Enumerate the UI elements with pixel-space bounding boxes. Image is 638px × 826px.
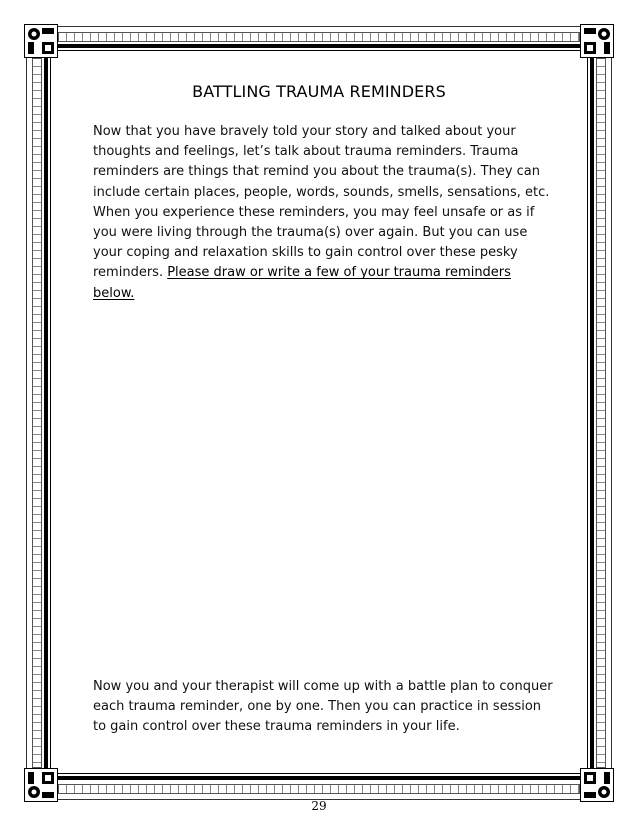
corner-ornament-bottom-left xyxy=(24,768,58,802)
closing-paragraph: Now you and your therapist will come up with a battle plan to conquer each trauma reminder, one by one. Then you can practice in session to gain control over these trauma reminders in your life. xyxy=(93,679,553,735)
intro-text: Now that you have bravely told your story and talked about your thoughts and feelings, let’s talk about trauma reminders. Trauma reminders are things that remind you about the trauma(s). They can include certain places, people, words, sounds, smells, sensations, etc. When you experience these reminders, you may feel unsafe or as if you were living through the trauma(s) over again. But you can use your coping and relaxation skills to gain control over these pesky reminders. xyxy=(93,124,550,281)
drawing-area[interactable] xyxy=(93,300,555,660)
instruction-text: Please draw or write a few of your trauma reminders below. xyxy=(93,265,511,301)
corner-ornament-top-right xyxy=(580,24,614,58)
corner-ornament-bottom-right xyxy=(580,768,614,802)
corner-ornament-top-left xyxy=(24,24,58,58)
border-strip-right xyxy=(596,58,606,768)
page-title: BATTLING TRAUMA REMINDERS xyxy=(192,82,446,101)
intro-paragraph xyxy=(93,122,555,304)
border-strip-bottom xyxy=(58,784,580,794)
page-number: 29 xyxy=(311,799,327,813)
border-strip-top xyxy=(58,32,580,42)
border-strip-left xyxy=(32,58,42,768)
